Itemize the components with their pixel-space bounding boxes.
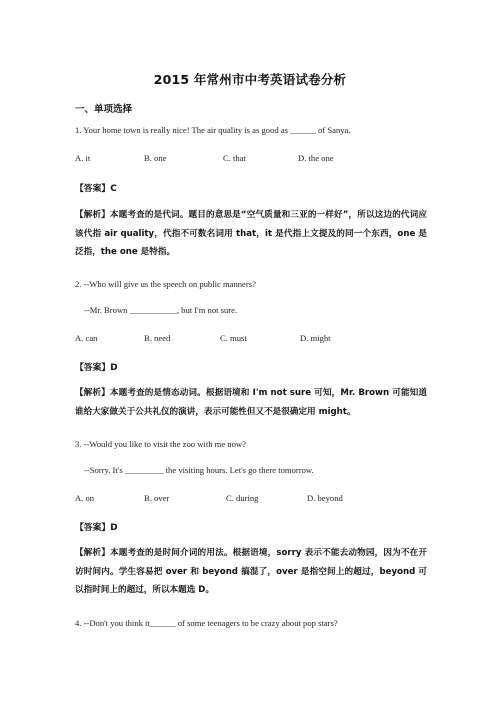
option-d: D. might bbox=[300, 333, 331, 343]
question-1-answer: 【答案】C bbox=[75, 184, 117, 194]
option-c: C. must bbox=[220, 333, 247, 343]
question-2-explanation: 【解析】本题考查的是情态动词。根据语境和 I'm not sure 可知，Mr. Brown 可能知道谁给大家做关于公共礼仪的演讲，表示可能性但又不是很确定用 might。 bbox=[75, 388, 427, 417]
question-3-options bbox=[75, 493, 415, 505]
option-b: B. one bbox=[144, 153, 167, 163]
option-a: A. it bbox=[75, 153, 91, 163]
option-c: C. that bbox=[223, 153, 246, 163]
question-3-reply: --Sorry. It's _________ the visiting hours. Let's go there tomorrow. bbox=[84, 465, 314, 475]
question-1-stem: 1. Your home town is really nice! The air quality is as good as ______ of Sanya. bbox=[75, 125, 351, 135]
question-3-explanation: 【解析】本题考查的是时间介词的用法。根据语境，sorry 表示不能去动物园，因为不在开访时间内。学生容易把 over 和 beyond 搞混了，over 是指空间上的超过，beyond 可以指时间上的超过，所以本题选 D。 bbox=[75, 548, 427, 595]
document-title: 2015 年常州市中考英语试卷分析 bbox=[153, 72, 347, 87]
question-1-explanation: 【解析】本题考查的是代词。题目的意思是“空气质量和三亚的一样好”，所以这边的代词应该代指 air quality，代指不可数名词用 that，it 是代指上文提及的同一个东西，one 是泛指，the one 是特指。 bbox=[75, 210, 427, 257]
question-2-stem: 2. --Who will give us the speech on public manners? bbox=[75, 279, 256, 289]
option-c: C. during bbox=[226, 493, 259, 503]
option-b: B. need bbox=[144, 333, 171, 343]
question-1-options bbox=[75, 153, 415, 165]
question-3-stem: 3. --Would you like to visit the zoo with me now? bbox=[75, 439, 246, 449]
question-2-reply: --Mr. Brown ___________, but I'm not sure. bbox=[84, 305, 238, 315]
option-b: B. over bbox=[144, 493, 170, 503]
question-2-answer: 【答案】D bbox=[75, 363, 118, 373]
question-3-answer: 【答案】D bbox=[75, 523, 118, 533]
option-d: D. beyond bbox=[307, 493, 343, 503]
section-heading: 一、单项选择 bbox=[75, 104, 133, 115]
option-a: A. can bbox=[75, 333, 98, 343]
option-a: A. on bbox=[75, 493, 95, 503]
option-d: D. the one bbox=[298, 153, 334, 163]
question-4-stem: 4. --Don't you think it______ of some teenagers to be crazy about pop stars? bbox=[75, 618, 338, 628]
question-2-options bbox=[75, 333, 415, 345]
